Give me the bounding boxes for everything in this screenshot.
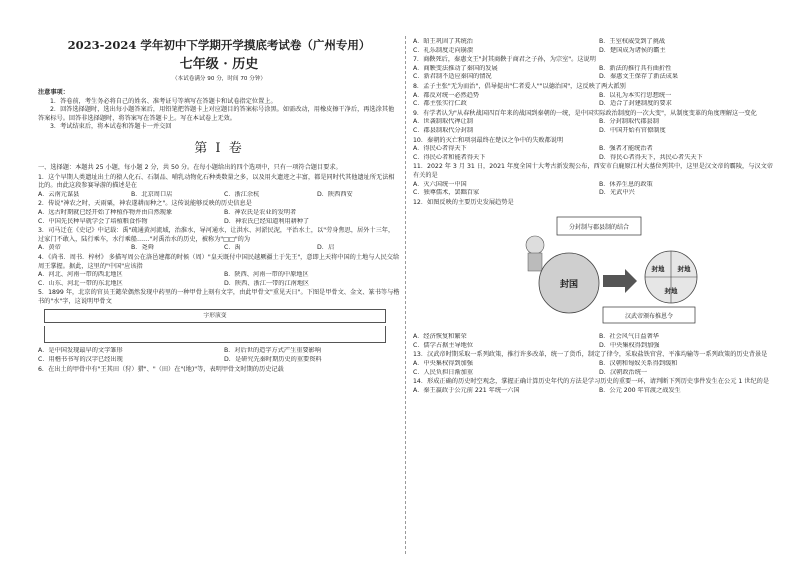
option[interactable]: C．礼乐制度走向崩溃 — [413, 46, 474, 54]
illustration-svg — [513, 211, 713, 329]
right-column — [413, 38, 775, 395]
option[interactable]: D．楚国成为诸侯的霸主 — [599, 46, 666, 54]
question-options — [413, 387, 775, 396]
option[interactable]: B．尧舜 — [131, 244, 154, 252]
option[interactable]: D．是研究先秦时期历史的重要资料 — [224, 356, 322, 364]
question-options — [413, 118, 775, 135]
option[interactable]: C．都主张实行仁政 — [413, 100, 467, 108]
question-stem: 8．孟子主张"无为而治"，倡导提出"仁者爱人""以德治国"，这反映了两大派别 — [413, 82, 626, 90]
seal-label: 封国 — [559, 280, 579, 291]
option[interactable]: D．神农氏已经知道利用耕种了 — [224, 217, 310, 225]
question-stem: 4．《尚书．周书．梓材》 多描写周公在洛邑建都的时候（周）"皇天既付中国民越厥疆土于先王"，意即上天将中国的土地与人民交给周王掌握。据此，这里的"中国"应该指 — [38, 253, 400, 270]
option[interactable]: C．新君制不适应秦国的情况 — [413, 73, 492, 81]
option[interactable]: A．灭六国统一中国 — [413, 180, 467, 188]
option[interactable]: B．王室权威受到了挑战 — [599, 38, 666, 45]
question-stem: 11．2022 年 3 月 31 日，2021 年度全国十大考古新发现公布，西安市白鹿原江村大墓位列其中，这里是汉文帝的霸陵，与汉文帝有关的是 — [413, 163, 773, 179]
question-stem: 6．在出土的甲骨中有"王其田（狩）猎"、"（田）在"(地)"等，表明甲骨文时期的历史记载 — [38, 365, 284, 373]
question-options — [413, 181, 775, 198]
option[interactable]: C．得民心者和能者得天下 — [413, 153, 486, 161]
option[interactable]: C．中国先民种早就学会了培植粮食作物 — [38, 217, 148, 225]
option[interactable]: D．得民心者得天下，共民心者失天下 — [599, 153, 703, 161]
question-stem: 5．1899 年，北京的官员王懿荣偶然发现中药里的一种甲骨上刻有文字，由此甲骨文"重见天日"。下图是甲骨文、金文、篆书等与楷书的"水"字，这说明甲骨文 — [38, 289, 400, 305]
question-stem: 1．这个早期人类遗址出土的猿人化石、石制品、哺乳动物化石种类数量之多，以及用火遗迹之丰富，都是同时代其他遗址所无法相比的。由此这段参赛导游的描述是在 — [38, 173, 395, 190]
option[interactable]: A．云南元谋县 — [38, 190, 80, 198]
option[interactable]: C．用楷书书写的汉字已经出现 — [38, 356, 123, 364]
question-options — [38, 244, 400, 253]
question-stem: 9．有学者认为"从春秋战国四百年来的战国到秦朝的一统，是中国实际政治制度的一次大变"，从制度变革的角度理解这一变化 — [413, 109, 757, 117]
question-options — [413, 360, 775, 377]
option[interactable]: C．禹 — [224, 244, 241, 252]
question-options — [38, 191, 400, 200]
top-caption: 分封制与郡县制的结合 — [568, 224, 630, 232]
seal-label: 封地 — [651, 265, 665, 274]
option[interactable]: A．秦王嬴政于公元前 221 年统一六国 — [413, 386, 520, 394]
question-stem: 7．商鞅死后，秦惠文王"封其商鞅于商君之子孙，为宗室"。这说明 — [413, 56, 596, 64]
option[interactable]: C．人民负担日渐加重 — [413, 368, 474, 376]
option[interactable]: C．山东、河北一带的东北地区 — [38, 279, 123, 287]
option[interactable]: B．休养生息的政策 — [599, 180, 653, 188]
question-options — [413, 92, 775, 109]
option[interactable]: A．河北、河南一带的西北地区 — [38, 271, 123, 279]
option[interactable]: B．强者才能统治者 — [599, 145, 653, 153]
option[interactable]: B．陕西、河南一带的中原地区 — [224, 271, 309, 279]
option[interactable]: A．中央集权得到加强 — [413, 360, 473, 368]
option[interactable]: C．郡县制取代分封制 — [413, 126, 474, 134]
character-evolution-box: 字形演变 — [44, 309, 386, 323]
question-stem: 10．秦朝的灭亡和项羽最终在楚汉之争中的失败都说明 — [413, 136, 564, 144]
option[interactable]: B．汉朝和匈奴关系得到缓和 — [599, 360, 678, 368]
question-stem: 2．传说"神农之时，天雨粟，神农遂耕而种之"。这传说能够反映的历史信息是 — [38, 200, 252, 208]
option[interactable]: D．陕西、浙江一带的江南地区 — [224, 279, 310, 287]
option[interactable]: B．分封制取代郡县制 — [599, 118, 659, 126]
option[interactable]: A．世袭制取代禅让制 — [413, 118, 473, 126]
column-divider — [405, 36, 406, 554]
option[interactable]: C．浙江余杭 — [224, 190, 260, 198]
option[interactable]: A．黄帝 — [38, 244, 61, 252]
option[interactable]: A．都反对统一必然趋势 — [413, 91, 480, 99]
enfeoffment-illustration — [513, 211, 713, 329]
option[interactable]: C．儒学占据主导地位 — [413, 341, 474, 349]
option[interactable]: B．对后世的造字方式产生重要影响 — [224, 347, 322, 355]
exam-subtitle: 七年级 · 历史 — [179, 57, 259, 72]
option[interactable]: A．得民心者得天下 — [413, 145, 467, 153]
question-options — [413, 65, 775, 82]
question-options — [413, 333, 775, 350]
option[interactable]: B．北京周口店 — [131, 190, 173, 198]
option[interactable]: B．新法的推行具有曲折性 — [599, 64, 672, 72]
question-options — [413, 38, 775, 55]
option[interactable]: A．昭王巩固了其统治 — [413, 38, 473, 45]
question-options — [38, 271, 400, 288]
question-stem: 12．如图反映的主要历史发展趋势是 — [413, 198, 514, 206]
left-column — [38, 38, 400, 374]
option[interactable]: B．社会风气日益奢华 — [599, 333, 659, 341]
seal-label: 封地 — [677, 265, 691, 274]
question-options — [413, 145, 775, 162]
exam-title: 2023-2024 学年初中下学期开学摸底考试卷（广州专用） — [67, 38, 371, 52]
exam-note: （本试卷满分 90 分，时间 70 分钟） — [171, 76, 267, 82]
option[interactable]: D．适合了封建制度的要求 — [599, 100, 672, 108]
notice-heading: 注意事项： — [38, 89, 69, 96]
question-stem: 13．汉武帝时期采取一系列政策，推行许多改革，统一了货币，制定了律令，采取盐铁官营、平准均输等一系列政策的历史背景是 — [413, 351, 768, 359]
option[interactable]: C．独尊儒术，罢黜百家 — [413, 189, 480, 197]
option[interactable]: A．是中国发现最早的文字雏形 — [38, 347, 123, 355]
option[interactable]: D．汉朝政治统一 — [599, 368, 648, 376]
notice-item: 3．考试结束后，将本试卷和答题卡一并交回 — [50, 123, 172, 131]
character-evolution-row — [44, 326, 386, 343]
option[interactable]: D．启 — [317, 244, 335, 252]
option[interactable]: B．公元 200 年官渡之战发生 — [599, 386, 681, 394]
option[interactable]: D．中国开始有官僚制度 — [599, 126, 666, 134]
option[interactable]: D．陕西西安 — [317, 190, 353, 198]
option[interactable]: B．以礼为本实行思想统一 — [599, 91, 672, 99]
bottom-caption: 汉武帝颁布推恩令 — [624, 313, 674, 321]
question-stem: 3．司马迁在《史记》中记载：禹"疏通黄河流域，治淮水，导河通水，让洪水、河淤民泥，平治水土，以"劳身焦思，居外十三年，过家门不敢入，陆行乘车，水行乘船……"对禹治水的历史，被称为"□□"的为 — [38, 227, 395, 243]
question-stem: 14．形成正确的历史时空观念，掌握正确计算历史年代的方法是学习历史的重要一环，请判断下列历史事件发生在公元 1 世纪的是 — [413, 378, 770, 386]
option[interactable]: D．秦惠文王保存了新法成果 — [599, 73, 679, 81]
notice-item: 1．答卷前，考生务必将自己的姓名、准考证号等填写在答题卡和试卷指定位置上。 — [50, 97, 277, 105]
notice-item: 2．回答选择题时，选出每小题答案后，用铅笔把答题卡上对应题目的答案标号涂黑。如需改动，用橡皮擦干净后，再选涂其他答案标号。回答非选择题时，将答案写在答题卡上。写在本试卷上无效。 — [38, 106, 395, 122]
seal-label: 封地 — [664, 287, 678, 296]
option[interactable]: A．商鞅变法推动了秦国的发展 — [413, 64, 498, 72]
option[interactable]: D．中央集权得到加强 — [599, 341, 660, 349]
section-intro: 一、选择题：本题共 25 小题，每小题 2 分，共 50 分。在每小题给出的四个选项中，只有一项符合题目要求。 — [38, 163, 342, 171]
question-options — [38, 347, 400, 364]
question-options — [38, 209, 400, 226]
option[interactable]: A．远古时期就已经开始了种植作物并由自然现象 — [38, 208, 173, 216]
option[interactable]: B．神农氏是农业的发明者 — [224, 208, 297, 216]
option[interactable]: D．光武中兴 — [599, 189, 635, 197]
option[interactable]: A．经济恢复和繁荣 — [413, 333, 467, 341]
section-juan: 第 Ⅰ 卷 — [194, 140, 244, 156]
